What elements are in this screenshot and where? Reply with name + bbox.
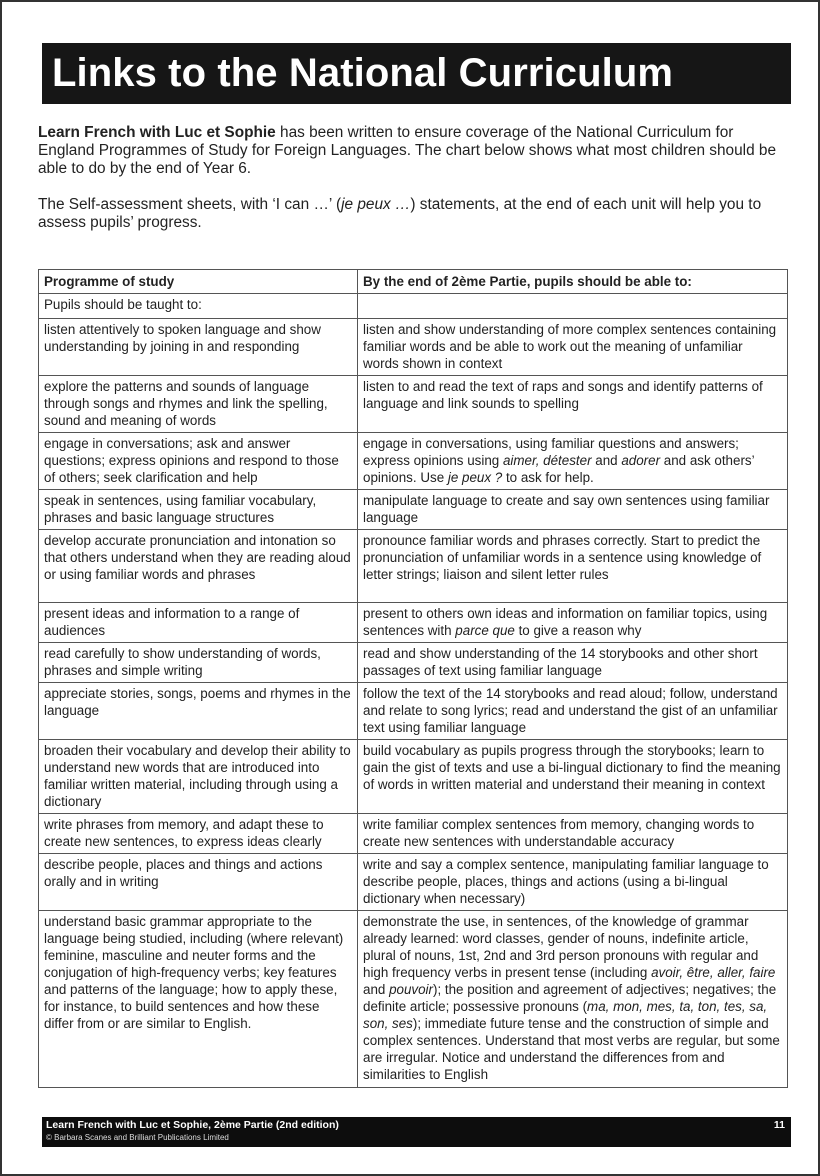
programme-cell: read carefully to show understanding of words, phrases and simple writing xyxy=(39,643,358,683)
outcome-italic-term: pouvoir xyxy=(389,982,433,997)
programme-cell: describe people, places and things and actions orally and in writing xyxy=(39,854,358,911)
programme-cell: speak in sentences, using familiar vocabulary, phrases and basic language structures xyxy=(39,490,358,530)
footer-copyright: © Barbara Scanes and Brilliant Publications Limited xyxy=(46,1133,229,1142)
footer-book-title: Learn French with Luc et Sophie, 2ème Partie (2nd edition) xyxy=(46,1119,339,1131)
intro-row-programme: Pupils should be taught to: xyxy=(39,294,358,319)
outcome-italic-term: je peux ? xyxy=(447,470,503,485)
table-row xyxy=(39,376,788,433)
outcome-cell xyxy=(358,490,788,530)
outcome-text: write familiar complex sentences from memory, changing words to create new sentences with understandable accuracy xyxy=(363,817,755,849)
table-row xyxy=(39,854,788,911)
programme-cell: present ideas and information to a range of audiences xyxy=(39,603,358,643)
outcome-cell xyxy=(358,740,788,814)
table-row xyxy=(39,911,788,1088)
intro-text xyxy=(38,124,778,250)
outcome-cell xyxy=(358,683,788,740)
outcome-text: and xyxy=(363,982,390,997)
intro-paragraph-2-start: The Self-assessment sheets, with ‘I can …’ ( xyxy=(38,196,342,213)
intro-paragraph-1 xyxy=(38,124,778,178)
outcome-text: ); immediate future tense and the construction of simple and complex sentences. Understand that most verbs are regular, but some are irregular. Notice and understand the differences from and similarities to English xyxy=(363,1016,780,1082)
outcome-italic-term: avoir, être, aller, faire xyxy=(651,965,776,980)
outcome-cell xyxy=(358,911,788,1088)
intro-paragraph-2-italic: je peux … xyxy=(341,196,411,213)
table-row xyxy=(39,814,788,854)
book-name: Learn French with Luc et Sophie xyxy=(38,124,276,141)
outcome-cell xyxy=(358,319,788,376)
page-number: 11 xyxy=(773,1119,785,1131)
intro-paragraph-2-end: ) statements, at the end of each unit will help you to assess pupils’ progress. xyxy=(38,196,762,231)
outcome-text: follow the text of the 14 storybooks and read aloud; follow, understand and relate to song lyrics; read and understand the gist of an unfamiliar text using familiar language xyxy=(363,686,778,735)
programme-cell: explore the patterns and sounds of language through songs and rhymes and link the spelling, sound and meaning of words xyxy=(39,376,358,433)
outcome-text: present to others own ideas and information on familiar topics, using sentences with xyxy=(363,606,768,638)
outcome-text: and xyxy=(591,453,622,468)
outcome-cell xyxy=(358,603,788,643)
outcome-italic-term: aimer, détester xyxy=(502,453,592,468)
outcome-text: to give a reason why xyxy=(514,623,642,638)
page-title: Links to the National Curriculum xyxy=(42,43,791,104)
programme-cell: understand basic grammar appropriate to the language being studied, including (where relevant) feminine, masculine and neuter forms and the conjugation of high-frequency verbs; key features and patterns of the language; how to apply these, for instance, to build sentences and how these differ from or are similar to English. xyxy=(39,911,358,1088)
table-row xyxy=(39,433,788,490)
intro-paragraph-2 xyxy=(38,196,778,232)
outcome-text: engage in conversations, using familiar questions and answers; express opinions using xyxy=(363,436,739,468)
intro-row-outcome xyxy=(358,294,788,319)
table-row xyxy=(39,319,788,376)
footer-bar xyxy=(42,1117,791,1147)
programme-cell: broaden their vocabulary and develop their ability to understand new words that are introduced into familiar written material, including through using a dictionary xyxy=(39,740,358,814)
table-row xyxy=(39,643,788,683)
outcome-text: ); the position and agreement of adjectives; negatives; the definite article; possessive pronouns ( xyxy=(363,982,777,1014)
programme-cell: appreciate stories, songs, poems and rhymes in the language xyxy=(39,683,358,740)
outcome-text: read and show understanding of the 14 storybooks and other short passages of text using familiar language xyxy=(363,646,758,678)
outcome-italic-term: ma, mon, mes, ta, ton, tes, sa, son, ses xyxy=(363,999,768,1031)
outcome-text: to ask for help. xyxy=(502,470,594,485)
table-row xyxy=(39,490,788,530)
outcome-text: listen and show understanding of more complex sentences containing familiar words and be able to work out the meaning of unfamiliar words shown in context xyxy=(363,322,777,371)
outcome-cell xyxy=(358,376,788,433)
table-row xyxy=(39,683,788,740)
outcome-italic-term: adorer xyxy=(621,453,661,468)
intro-paragraph-1-text: has been written to ensure coverage of the National Curriculum for England Programmes of Study for Foreign Languages. The chart below shows what most children should be able to do by the end of Year 6. xyxy=(38,124,777,177)
column-header-programme: Programme of study xyxy=(39,270,358,294)
programme-cell: listen attentively to spoken language and show understanding by joining in and responding xyxy=(39,319,358,376)
outcome-cell xyxy=(358,643,788,683)
outcome-cell xyxy=(358,433,788,490)
programme-cell: develop accurate pronunciation and intonation so that others understand when they are reading aloud or using familiar words and phrases xyxy=(39,530,358,603)
programme-cell: write phrases from memory, and adapt these to create new sentences, to express ideas clearly xyxy=(39,814,358,854)
outcome-text: build vocabulary as pupils progress through the storybooks; learn to gain the gist of texts and use a bi-lingual dictionary to find the meaning of words in written material and understand their meaning in context xyxy=(363,743,781,792)
outcome-cell xyxy=(358,814,788,854)
table-intro-row xyxy=(39,294,788,319)
curriculum-table xyxy=(38,269,788,1088)
outcome-text: pronounce familiar words and phrases correctly. Start to predict the pronunciation of unfamiliar words in a sentence using knowledge of letter strings; liaison and silent letter rules xyxy=(363,533,762,582)
outcome-text: listen to and read the text of raps and songs and identify patterns of language and link sounds to spelling xyxy=(363,379,763,411)
outcome-text: write and say a complex sentence, manipulating familiar language to describe people, places, things and actions (using a bi-lingual dictionary when necessary) xyxy=(363,857,769,906)
outcome-cell xyxy=(358,530,788,603)
column-header-outcome: By the end of 2ème Partie, pupils should be able to: xyxy=(358,270,788,294)
table-row xyxy=(39,530,788,603)
outcome-cell xyxy=(358,854,788,911)
outcome-italic-term: parce que xyxy=(455,623,515,638)
outcome-text: demonstrate the use, in sentences, of the knowledge of grammar already learned: word classes, gender of nouns, indefinite article, plural of nouns, 1st, 2nd and 3rd person pronouns with regular and high frequency verbs in present tense (including xyxy=(363,914,759,980)
table-header-row xyxy=(39,270,788,294)
table-row xyxy=(39,740,788,814)
table-row xyxy=(39,603,788,643)
outcome-text: and ask others’ opinions. Use xyxy=(363,453,755,485)
programme-cell: engage in conversations; ask and answer questions; express opinions and respond to those of others; seek clarification and help xyxy=(39,433,358,490)
outcome-text: manipulate language to create and say own sentences using familiar language xyxy=(363,493,770,525)
